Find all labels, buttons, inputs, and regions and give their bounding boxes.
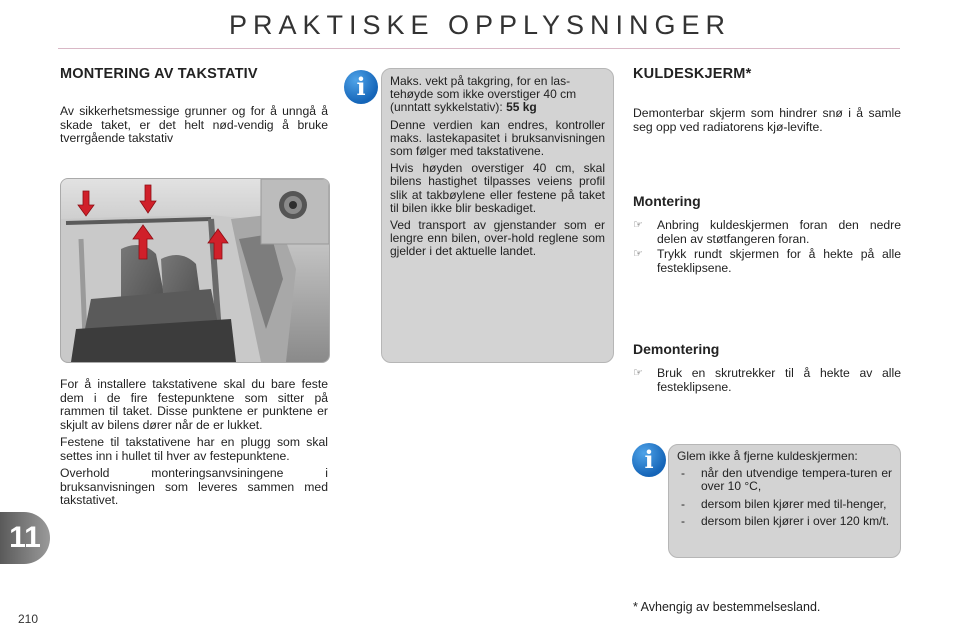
footnote: * Avhengig av bestemmelsesland.: [633, 600, 821, 614]
mounting-step: [633, 248, 901, 275]
cold-screen-info-box: [668, 444, 901, 558]
roof-rack-intro: Av sikkerhetsmessige grunner og for å unngå å skade taket, er det helt nød-vendig å bruke tverrgående takstativ: [60, 104, 328, 145]
header-divider: [58, 48, 900, 49]
pointing-finger-icon: ☞: [633, 248, 643, 260]
roof-load-weight: 55 kg: [506, 100, 537, 115]
roof-rack-fixing-illustration: [61, 179, 329, 362]
condition-item: - når den utvendige tempera-turen er over 10 °C,: [677, 467, 892, 493]
page-number: 210: [18, 612, 39, 626]
roof-load-info-box: [381, 68, 614, 363]
roof-rack-paragraph: Festene til takstativene har en plugg som skal settes inn i hullet til hver av festepunktene.: [60, 435, 328, 463]
roof-rack-paragraph: For å installere takstativene skal du bare feste dem i de fire festepunktene som sitter på rammen til taket. Disse punktene er punktene er skjult av bilens dører når de er lukket.: [60, 377, 328, 432]
cold-screen-intro: Demonterbar skjerm som hindrer snø i å samle seg opp ved radiatorens kjø-levifte.: [633, 106, 901, 134]
info-icon: i: [632, 443, 666, 477]
mounting-step: [633, 219, 901, 246]
roof-load-paragraph: Hvis høyden overstiger 40 cm, skal bilens hastighet tilpasses veiens profil slik at takbøylene eller festene på taket til bilen ikke blir beskadiget.: [390, 161, 605, 215]
condition-item: - dersom bilen kjører i over 120 km/t.: [677, 515, 892, 528]
mounting-step-text: Trykk rundt skjermen for å hekte på alle festeklipsene.: [657, 247, 901, 275]
roof-load-limit-text: Maks. vekt på takgring, for en las-tehøyde som ikke overstiger 40 cm (unntatt sykkelstativ):: [390, 74, 577, 115]
roof-load-paragraph: Denne verdien kan endres, kontroller maks. lastekapasitet i bruksanvisningen som følger med takstativene.: [390, 117, 605, 159]
mounting-title: Montering: [633, 193, 701, 209]
roof-load-limit: [390, 75, 605, 115]
page-header: PRAKTISKE OPPLYSNINGER: [228, 10, 732, 40]
condition-item: - dersom bilen kjører med til-henger,: [677, 498, 892, 511]
cold-screen-conditions: [677, 467, 892, 528]
removal-step-text: Bruk en skrutrekker til å hekte av alle festeklipsene.: [657, 366, 901, 394]
pointing-finger-icon: ☞: [633, 367, 643, 379]
roof-load-paragraph: Ved transport av gjenstander som er lengre enn bilen, over-hold reglene som gjelder i det aktuelle landet.: [390, 218, 605, 259]
roof-rack-title: MONTERING AV TAKSTATIV: [60, 66, 258, 82]
roof-rack-instructions: [60, 378, 328, 512]
chapter-tab: 11: [0, 512, 50, 564]
info-icon: i: [344, 70, 378, 104]
mounting-step-text: Anbring kuldeskjermen foran den nedre delen av støtfangeren foran.: [657, 218, 901, 246]
pointing-finger-icon: ☞: [633, 219, 643, 231]
removal-step: [633, 367, 901, 394]
cold-screen-title: KULDESKJERM*: [633, 66, 752, 82]
roof-rack-paragraph: Overhold monteringsanvsiningene i bruksanvisningen som leveres sammen med takstativet.: [60, 466, 328, 507]
car-interior-photo: [60, 178, 330, 363]
removal-title: Demontering: [633, 341, 720, 357]
cold-screen-info-heading: Glem ikke å fjerne kuldeskjermen:: [677, 449, 858, 463]
